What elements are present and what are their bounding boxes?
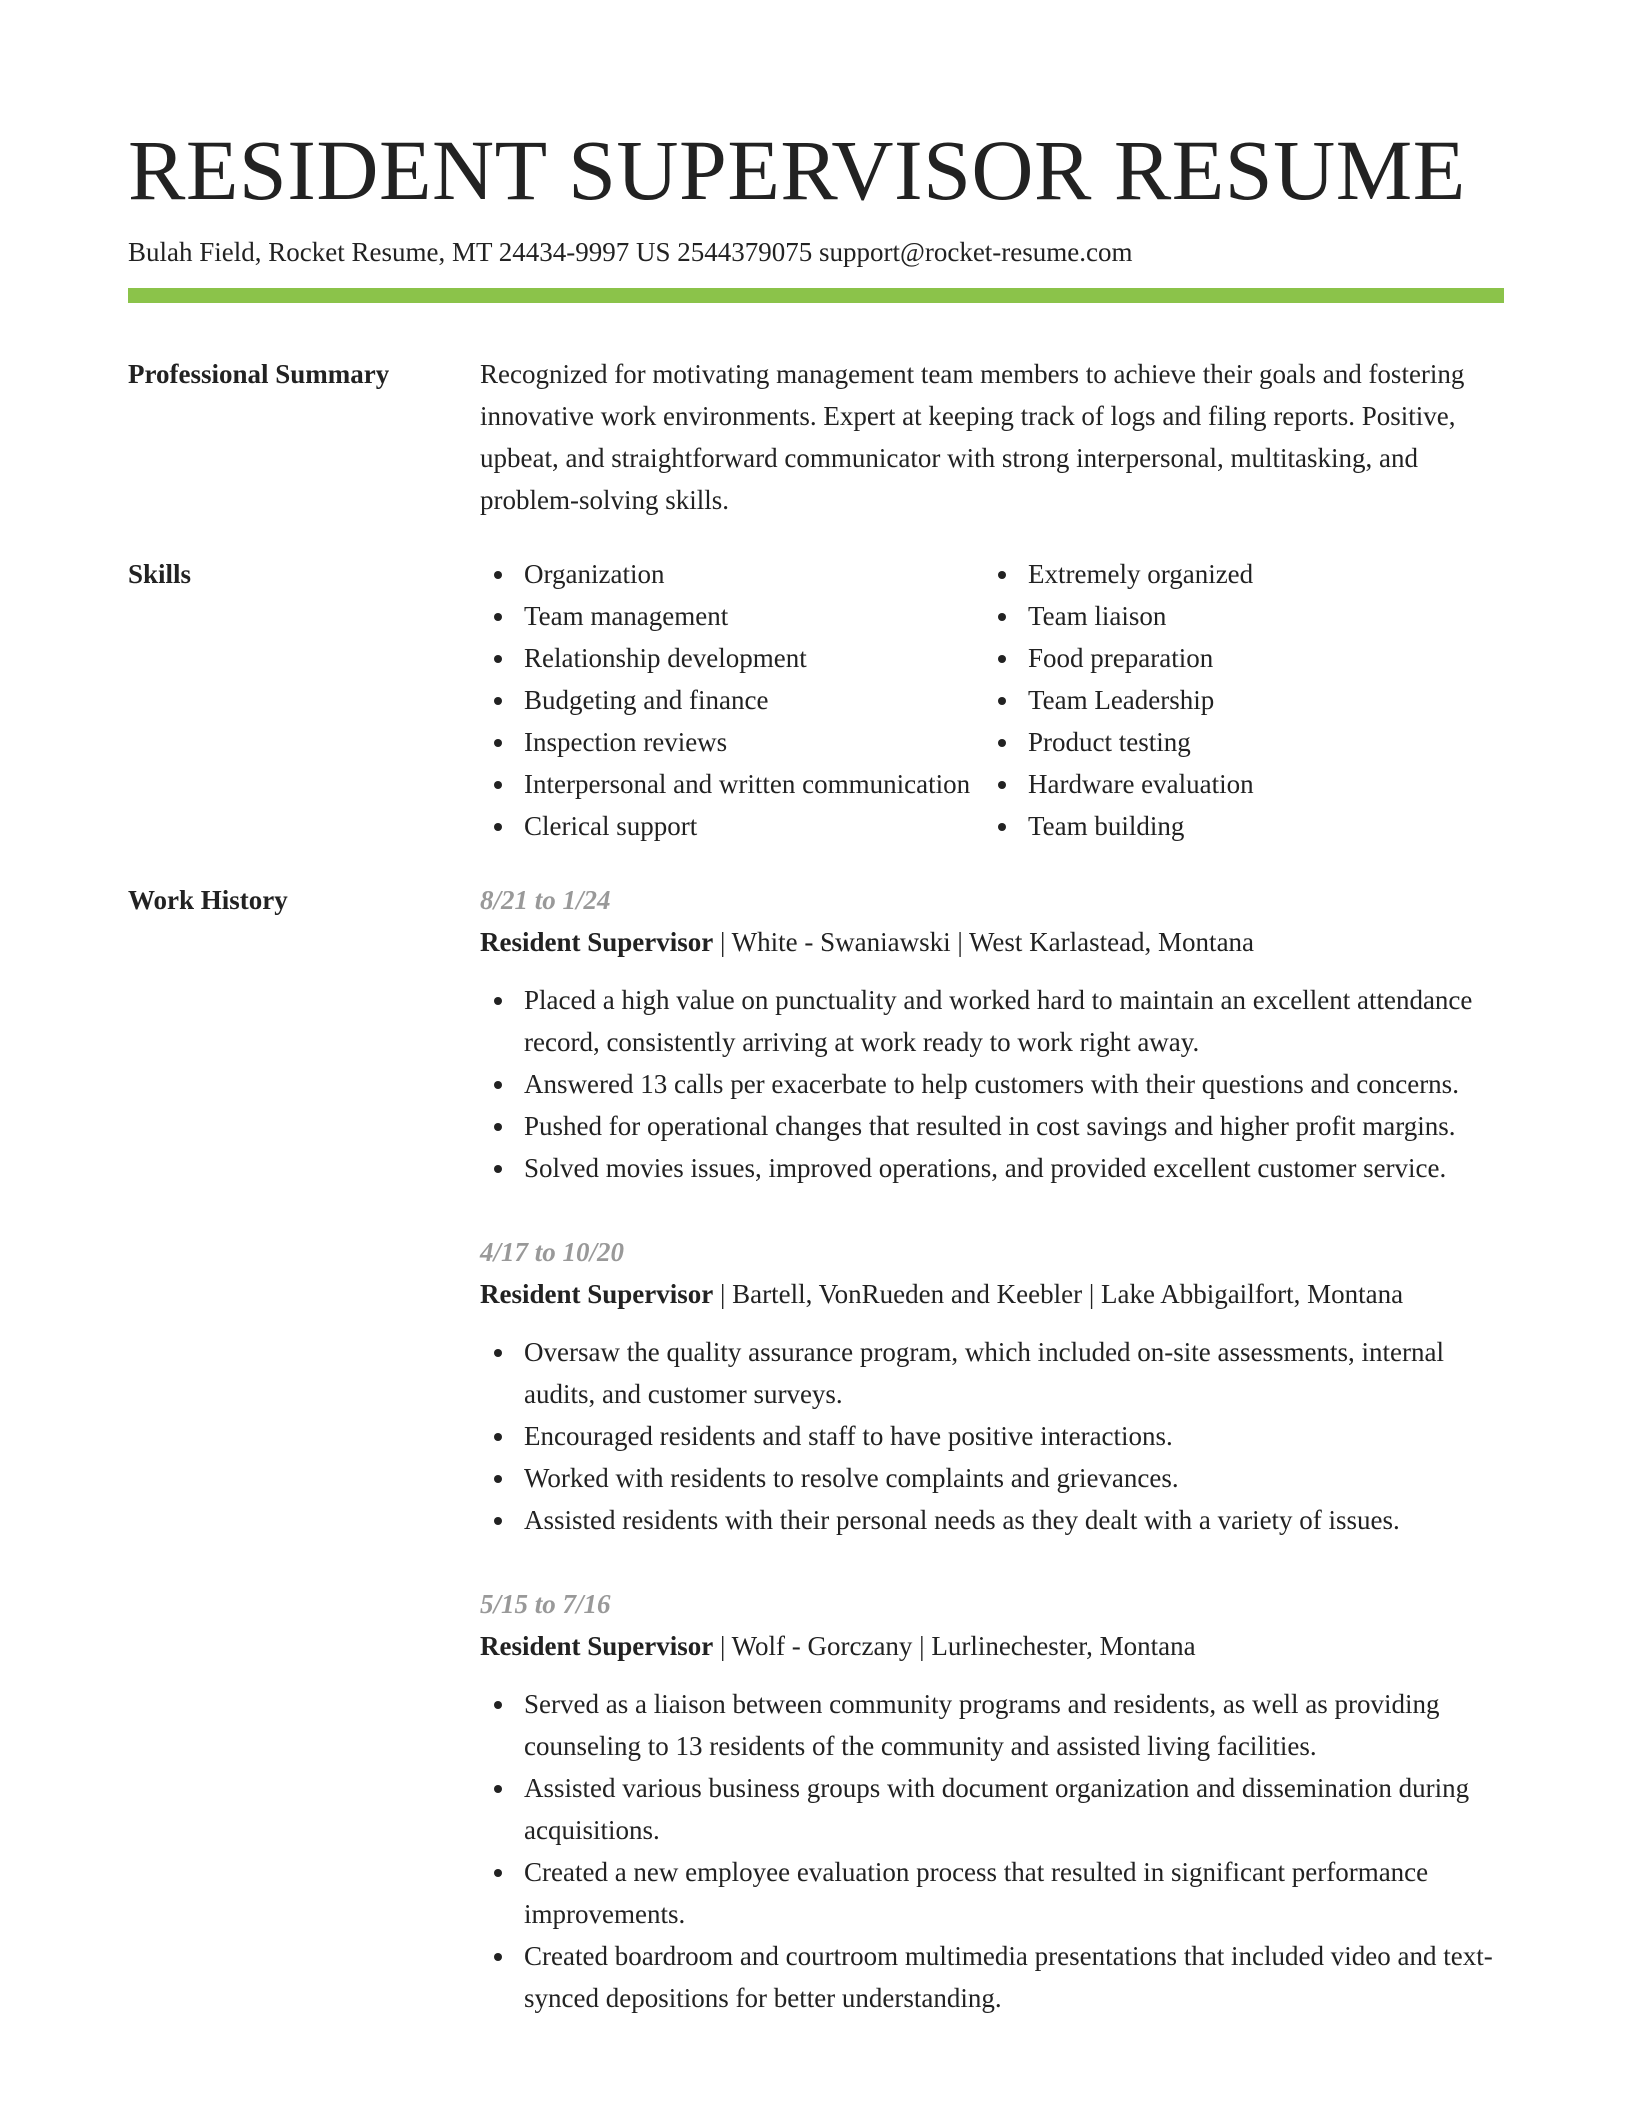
job-bullets xyxy=(480,1683,1504,2019)
job-bullet: Assisted residents with their personal needs as they dealt with a variety of issues. xyxy=(480,1499,1504,1541)
skill-item: Relationship development xyxy=(480,637,984,679)
skill-item: Extremely organized xyxy=(984,553,1488,595)
job-bullet: Placed a high value on punctuality and worked hard to maintain an excellent attendance record, consistently arriving at work ready to work right away. xyxy=(480,979,1504,1063)
skill-item: Team Leadership xyxy=(984,679,1488,721)
job-employer-location: | Bartell, VonRueden and Keebler | Lake Abbigailfort, Montana xyxy=(713,1279,1404,1309)
skill-item: Budgeting and finance xyxy=(480,679,984,721)
section-label-summary: Professional Summary xyxy=(128,359,390,389)
skills-column-left xyxy=(480,553,984,847)
job-dates: 5/15 to 7/16 xyxy=(480,1589,611,1619)
skill-item: Inspection reviews xyxy=(480,721,984,763)
job-employer-location: | Wolf - Gorczany | Lurlinechester, Montana xyxy=(713,1631,1196,1661)
skill-item: Food preparation xyxy=(984,637,1488,679)
summary-text: Recognized for motivating management team members to achieve their goals and fostering innovative work environments. Expert at keeping track of logs and filing reports. Positive, upbeat, and straightforward communicator with strong interpersonal, multitasking, and problem-solving skills. xyxy=(480,359,1465,515)
skill-item: Team liaison xyxy=(984,595,1488,637)
job-bullet: Created a new employee evaluation process that resulted in significant performance improvements. xyxy=(480,1851,1504,1935)
skills-grid xyxy=(480,553,1504,847)
skill-item: Clerical support xyxy=(480,805,984,847)
job-entry xyxy=(480,1583,1504,2019)
work-history-body xyxy=(480,879,1504,2061)
job-bullets xyxy=(480,979,1504,1189)
job-entry xyxy=(480,879,1504,1189)
job-heading xyxy=(480,921,1504,963)
job-title: Resident Supervisor xyxy=(480,1631,714,1661)
job-heading xyxy=(480,1625,1504,1667)
resume-title: RESIDENT SUPERVISOR RESUME xyxy=(128,122,1466,218)
accent-divider xyxy=(128,288,1504,303)
job-title: Resident Supervisor xyxy=(480,927,714,957)
job-bullet: Served as a liaison between community programs and residents, as well as providing counseling to 13 residents of the community and assisted living facilities. xyxy=(480,1683,1504,1767)
job-dates: 4/17 to 10/20 xyxy=(480,1237,625,1267)
job-bullet: Oversaw the quality assurance program, which included on-site assessments, internal audits, and customer surveys. xyxy=(480,1331,1504,1415)
job-employer-location: | White - Swaniawski | West Karlastead, Montana xyxy=(713,927,1255,957)
job-bullet: Solved movies issues, improved operations, and provided excellent customer service. xyxy=(480,1147,1504,1189)
work-history-section xyxy=(128,879,1504,2061)
summary-section xyxy=(128,353,1504,521)
skills-section xyxy=(128,553,1504,847)
job-bullet: Assisted various business groups with document organization and dissemination during acquisitions. xyxy=(480,1767,1504,1851)
skill-item: Product testing xyxy=(984,721,1488,763)
skills-column-right xyxy=(984,553,1488,847)
section-label-work-history: Work History xyxy=(128,885,288,915)
job-entry xyxy=(480,1231,1504,1541)
job-bullet: Answered 13 calls per exacerbate to help customers with their questions and concerns. xyxy=(480,1063,1504,1105)
job-dates: 8/21 to 1/24 xyxy=(480,885,611,915)
job-bullet: Created boardroom and courtroom multimedia presentations that included video and text-synced depositions for better understanding. xyxy=(480,1935,1504,2019)
section-label-skills: Skills xyxy=(128,559,192,589)
skills-body xyxy=(480,553,1504,847)
skill-item: Team management xyxy=(480,595,984,637)
skill-item: Organization xyxy=(480,553,984,595)
skill-item: Interpersonal and written communication xyxy=(480,763,984,805)
contact-line: Bulah Field, Rocket Resume, MT 24434-9997 US 2544379075 support@rocket-resume.com xyxy=(128,237,1133,267)
resume-page xyxy=(128,0,1504,2061)
skill-item: Hardware evaluation xyxy=(984,763,1488,805)
job-title: Resident Supervisor xyxy=(480,1279,714,1309)
job-bullet: Pushed for operational changes that resulted in cost savings and higher profit margins. xyxy=(480,1105,1504,1147)
job-heading xyxy=(480,1273,1504,1315)
skill-item: Team building xyxy=(984,805,1488,847)
job-bullets xyxy=(480,1331,1504,1541)
job-bullet: Encouraged residents and staff to have positive interactions. xyxy=(480,1415,1504,1457)
job-bullet: Worked with residents to resolve complaints and grievances. xyxy=(480,1457,1504,1499)
